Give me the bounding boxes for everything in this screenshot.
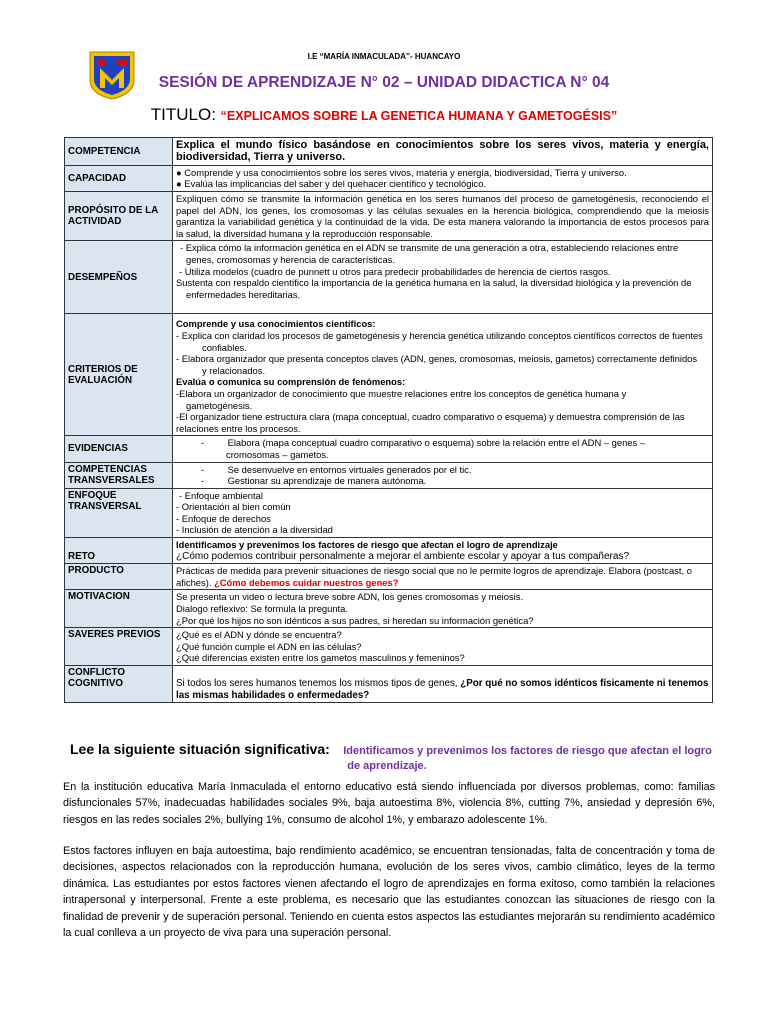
saberes-label: SAVERES PREVIOS [65,628,173,666]
row-saberes [65,628,713,666]
paragraph-1: En la institución educativa María Inmaculada el entorno educativo está siendo influenciada por diversos problemas, como: familias disfuncionales 57%, inadecuadas habilidades sociales 9%, baja autoestima 8%, violencia 8%, cutting 7%, ansiedad y depresión 6%, riesgos en las redes sociales 2%, bullying 1%, consumo de alcohol 1%, y embarazo adolescente 1%. [63,781,715,826]
competencias-transversales-label: COMPETENCIAS TRANSVERSALES [65,462,173,488]
list-item: - Se desenvuelve en entornos virtuales generados por el tic. [201,463,472,475]
situacion-text: Identificamos y prevenimos los factores de riesgo que afectan el logro [343,745,712,757]
motivacion-label: MOTIVACION [65,590,173,628]
competencias-transversales-text [173,462,713,488]
competencia-label: COMPETENCIA [65,138,173,166]
titulo-label: TITULO [150,105,212,124]
proposito-text: Expliquen cómo se transmite la información genética en los seres humanos del proceso de gametogénesis, reconociendo el papel del ADN, los genes, los cromosomas y las células sexuales en la herencia biológica, comprendiendo que la meiosis garantiza la variabilidad genética y la continuidad de la vida. De esta manera valorando la importancia de estos procesos para la salud, la diversidad humana y la reproducción responsable. [173,192,713,241]
list-item: - Enfoque de derechos [176,512,271,524]
criterios-text: Comprende y usa conocimientos científicos: - Explica con claridad los procesos de gametogénesis y herencia genética utilizando conceptos científicos correctos de fuentes confiables. - Elabora organizador que presenta conceptos claves (ADN, genes, cromosomas, meiosis, gametos) correctamente definidos y relacionados. Evalúa o comunica su comprensión de fenómenos: -Elabora un organizador de conocimiento que muestre relaciones entre los conceptos de genética humana y gametogénesis. -El organizador tiene estructura clara (mapa conceptual, cuadro comparativo o esquema) y demuestra comprensión de las relaciones entre los procesos. [173,314,713,436]
producto-label: PRODUCTO [65,564,173,590]
conflicto-text: Si todos los seres humanos tenemos los mismos tipos de genes, ¿Por qué no somos idénticos físicamente ni tenemos las mismas habilidades o enfermedades? [173,666,713,703]
desempenos-label: DESEMPEÑOS [65,241,173,314]
desempenos-text: - Explica cómo la información genética en el ADN se transmite de una generación a otra, estableciendo relaciones entre genes, cromosomas y herencia de características. - Utiliza modelos (cuadro de punnett u otros para predecir probabilidades de herencia de ciertos rasgos. Sustenta con respaldo científico la importancia de la genética humana en la salud, la diversidad biológica y la prevención de enfermedades hereditarias. [173,241,713,314]
evidencias-label: EVIDENCIAS [65,436,173,462]
row-evidencias [65,436,713,462]
row-competencias-transversales [65,462,713,488]
row-motivacion [65,590,713,628]
producto-text: Prácticas de medida para prevenir situaciones de riesgo social que no le permite logros de aprendizaje. Elabora (postcast, o afiches). ¿Cómo debemos cuidar nuestros genes? [173,564,713,590]
row-competencia [65,138,713,166]
row-conflicto [65,666,713,703]
producto-highlight: ¿Cómo debemos cuidar nuestros genes? [214,576,399,588]
proposito-label: PROPÓSITO DE LA ACTIVIDAD [65,192,173,241]
competencia-text: Explica el mundo físico basándose en conocimientos sobre los seres vivos, materia y energía, biodiversidad, Tierra y universo. [173,138,713,166]
enfoque-text [173,488,713,537]
list-item: - Orientación al bien común [176,501,291,513]
row-desempenos [65,241,713,314]
titulo-value: “EXPLICAMOS SOBRE LA GENETICA HUMANA Y GAMETOGÉSIS” [220,109,618,123]
conflicto-label: CONFLICTO COGNITIVO [65,666,173,703]
situacion-label: Lee la siguiente situación significativa: [70,741,330,757]
capacidad-label: CAPACIDAD [65,165,173,191]
row-proposito [65,192,713,241]
row-reto [65,538,713,564]
paragraph-2: Estos factores influyen en baja autoestima, bajo rendimiento académico, se encuentran tensionadas, falta de concentración y toma de decisiones, aspectos relacionados con la reproducción humana, evolución de los seres vivos, cambio climático, leyes de la termo dinámica. Las estudiantes por estos factores vienen afectando el logro de aprendizajes en forma exitoso, como también la relaciones intrapersonal y interpersonal. Frente a este problema, es necesario que las estudiantes conozcan las situaciones de riesgo con la finalidad de prevenir y de superación personal. Teniendo en cuenta estos aspectos las estudiantes mejorarán su rendimiento académico la cual conlleva a un proyecto de viva para una superación personal. [63,845,715,940]
criterios-label: CRITERIOS DE EVALUACIÓN [65,314,173,436]
session-title: SESIÓN DE APRENDIZAJE N° 02 – UNIDAD DIDACTICA N° 04 [158,74,610,91]
motivacion-text: Se presenta un video o lectura breve sobre ADN, los genes cromosomas y meiosis. Dialogo reflexivo: Se formula la pregunta. ¿Por qué los hijos no son idénticos a sus padres, si heredan su información genética? [173,590,713,628]
situacion-heading [70,741,720,760]
row-producto [65,564,713,590]
row-capacidad [65,165,713,191]
enfoque-label: ENFOQUE TRANSVERSAL [65,488,173,537]
situacion-text-cont: de aprendizaje. [347,760,427,772]
list-item: - Inclusión de atención a la diversidad [176,524,333,536]
evidencias-text: - Elabora (mapa conceptual cuadro comparativo o esquema) sobre la relación entre el ADN – genes – cromosomas – gametos. [173,436,713,462]
saberes-text: ¿Qué es el ADN y dónde se encuentra? ¿Qué función cumple el ADN en las células? ¿Qué diferencias existen entre los gametos masculinos y femeninos? [173,628,713,666]
row-enfoque [65,488,713,537]
list-item: - Enfoque ambiental [179,489,263,501]
reto-label: RETO [65,538,173,564]
row-criterios [65,314,713,436]
session-table [64,137,713,703]
school-name: I.E “MARÍA INMACULADA”- HUANCAYO [307,52,461,61]
capacidad-text [173,165,713,191]
reto-text: Identificamos y prevenimos los factores de riesgo que afectan el logro de aprendizaje ¿Cómo podemos contribuir personalmente a mejorar el ambiente escolar y apoyar a tus compañeras? [173,538,713,564]
list-item: - Gestionar su aprendizaje de manera autónoma. [201,475,427,487]
page-title: TITULO: “EXPLICAMOS SOBRE LA GENETICA HUMANA Y GAMETOGÉSIS” [150,105,618,124]
list-item: ● Evalúa las implicancias del saber y del quehacer científico y tecnológico. [176,178,487,190]
list-item: ● Comprende y usa conocimientos sobre los seres vivos, materia y energía, biodiversidad, Tierra y universo. [176,166,627,178]
